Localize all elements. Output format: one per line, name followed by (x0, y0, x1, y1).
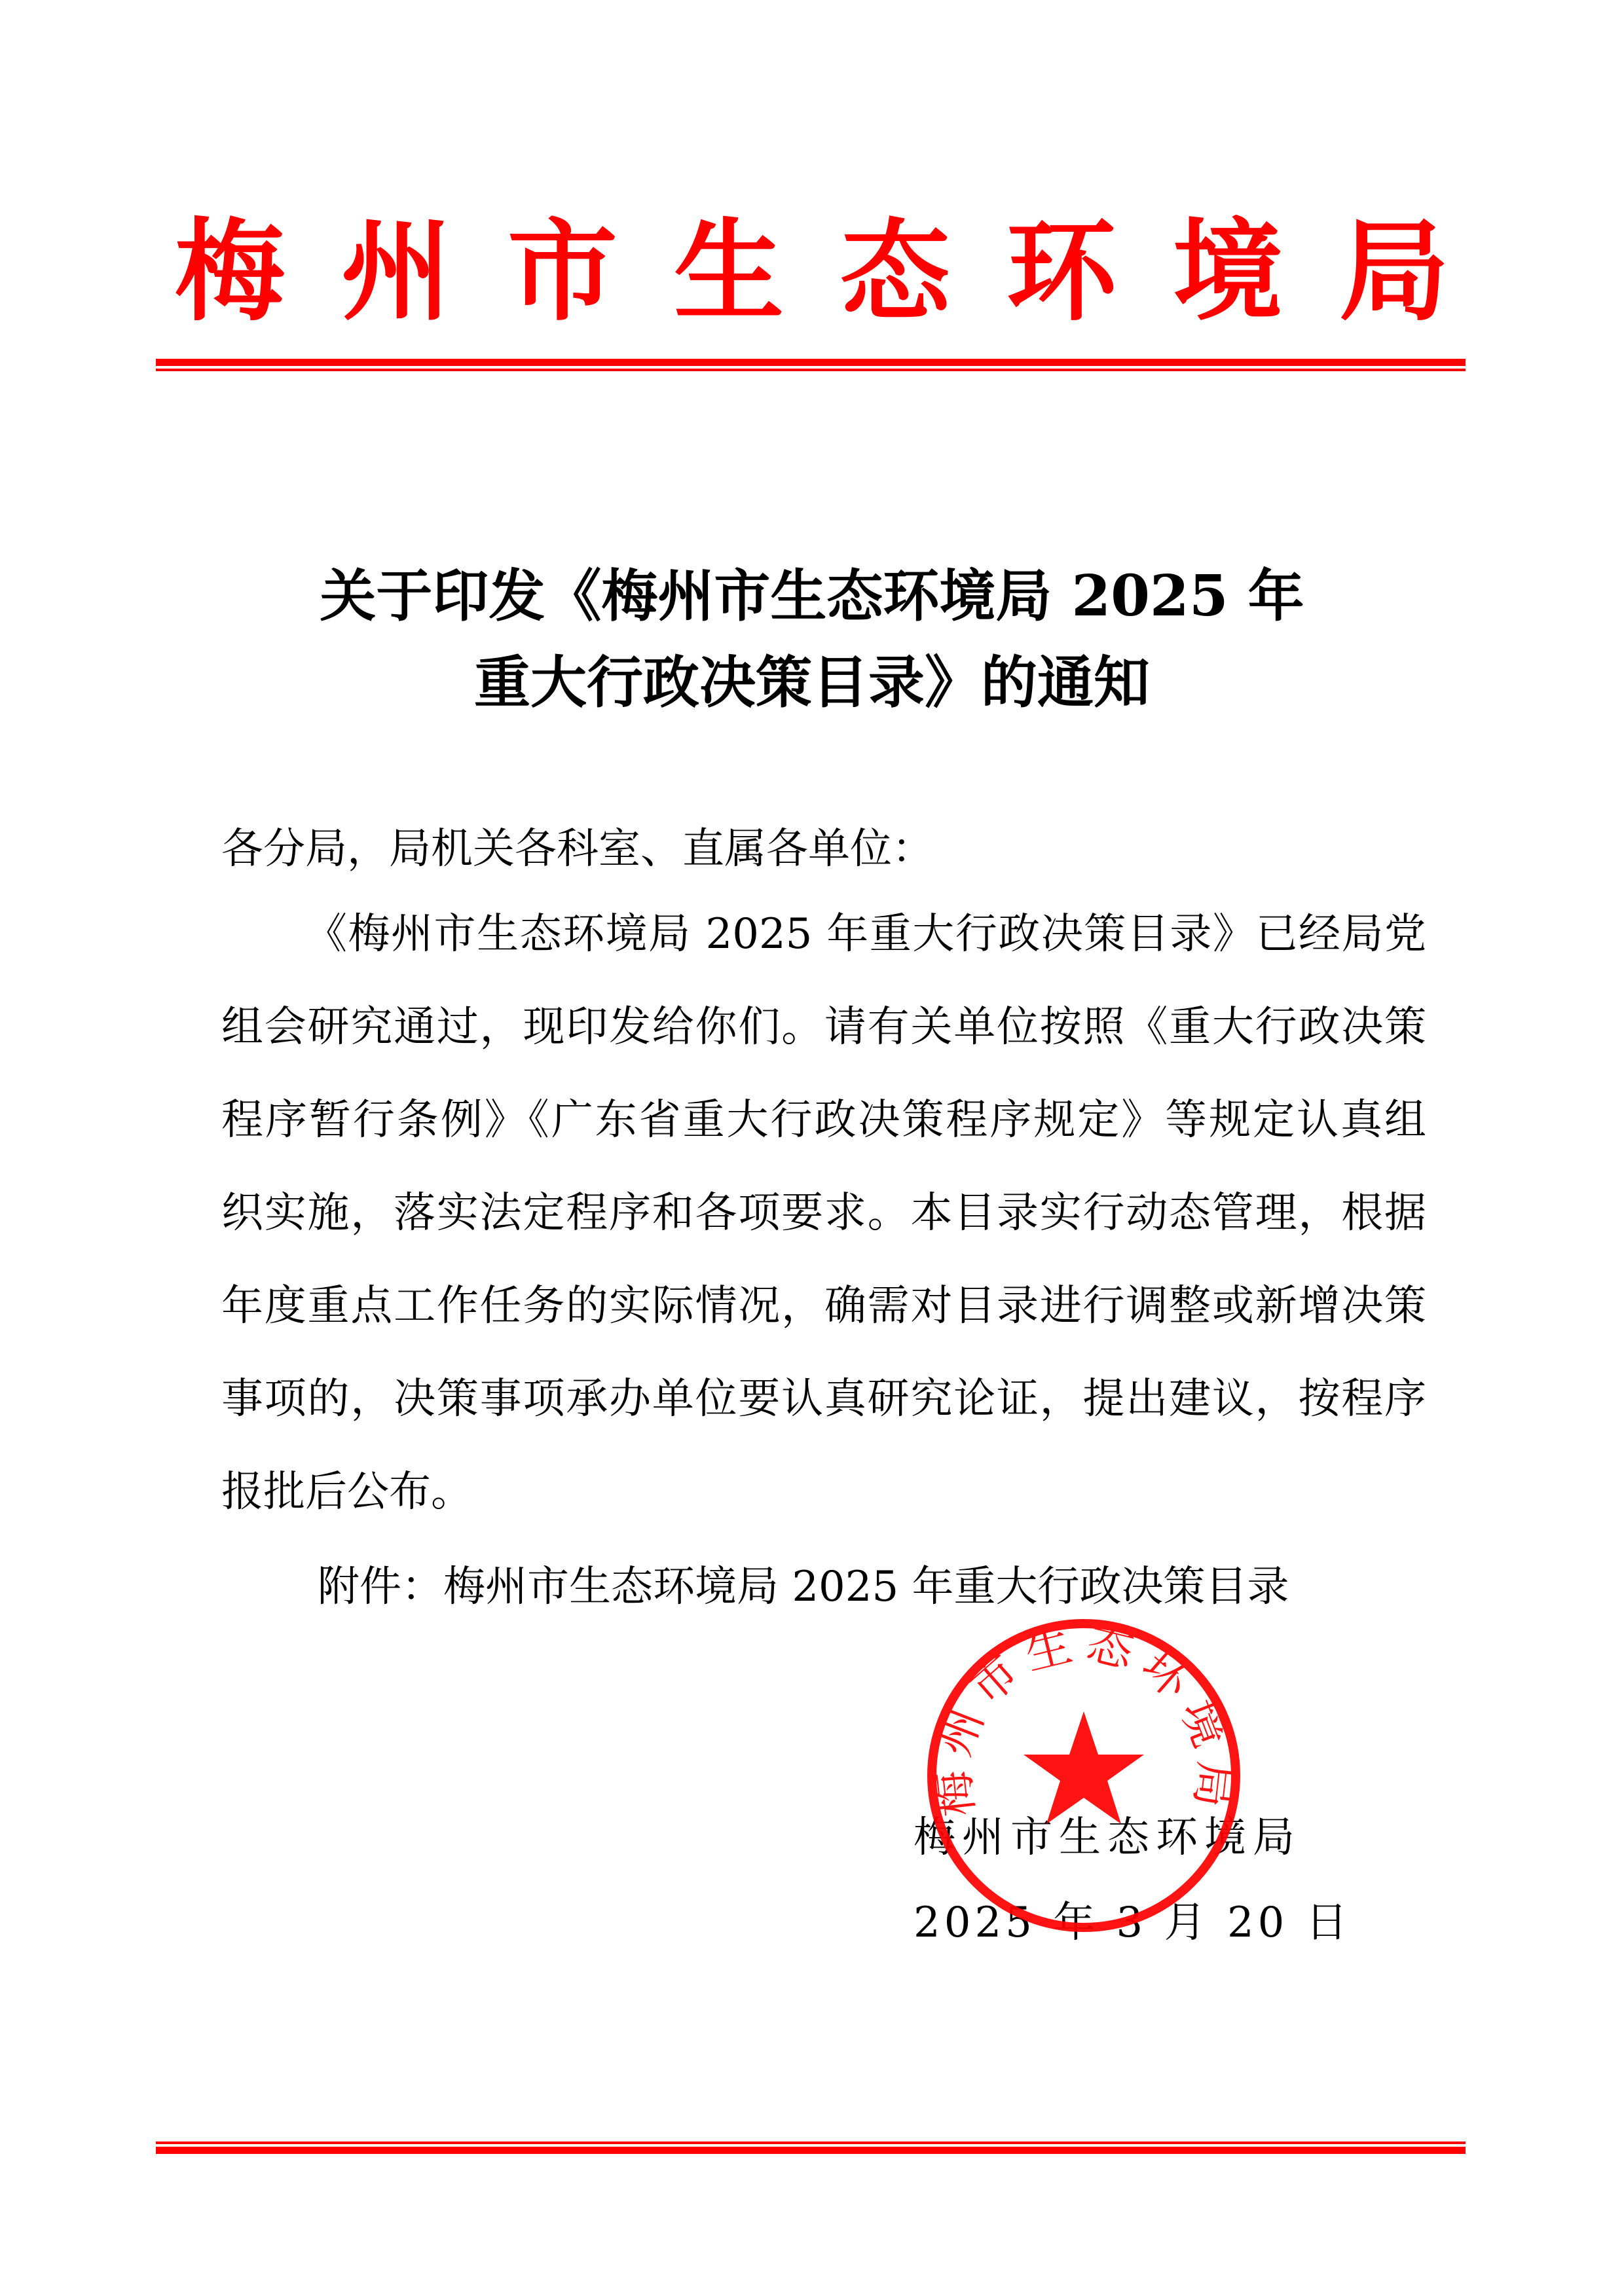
body-line: 事项的，决策事项承办单位要认真研究论证，提出建议，按程序 (221, 1375, 1426, 1423)
body-paragraph (221, 910, 1426, 1564)
attachment-note: 附件：梅州市生态环境局 2025 年重大行政决策目录 (318, 1563, 1289, 1611)
body-line: 组会研究通过，现印发给你们。请有关单位按照《重大行政决策 (221, 1003, 1426, 1051)
footer-rule-thin (156, 2141, 1466, 2144)
document-title-line-1: 关于印发《梅州市生态环境局 2025 年 (320, 563, 1304, 629)
body-line: 《梅州市生态环境局 2025 年重大行政决策目录》已经局党 (305, 910, 1426, 958)
seal-ring-text: 梅州市生态环境局 (924, 1615, 1244, 1820)
salutation: 各分局，局机关各科室、直属各单位： (221, 825, 934, 873)
footer-rule-thick (156, 2147, 1466, 2154)
header-rule-thick (156, 359, 1466, 366)
document-title-line-2: 重大行政决策目录》的通知 (474, 649, 1150, 716)
signature-date: 2025 年 3 月 20 日 (913, 1899, 1352, 1947)
header-rule-thin (156, 369, 1466, 371)
body-line: 织实施，落实法定程序和各项要求。本目录实行动态管理，根据 (221, 1189, 1426, 1237)
official-seal (920, 1612, 1247, 1939)
signer-name: 梅州市生态环境局 (913, 1813, 1301, 1862)
body-line: 报批后公布。 (221, 1468, 473, 1516)
masthead-org-name: 梅州市生态环境局 (175, 206, 1505, 336)
body-line: 年度重点工作任务的实际情况，确需对目录进行调整或新增决策 (221, 1282, 1426, 1330)
star-icon (1024, 1711, 1144, 1824)
body-line: 程序暂行条例》《广东省重大行政决策程序规定》等规定认真组 (221, 1096, 1426, 1144)
